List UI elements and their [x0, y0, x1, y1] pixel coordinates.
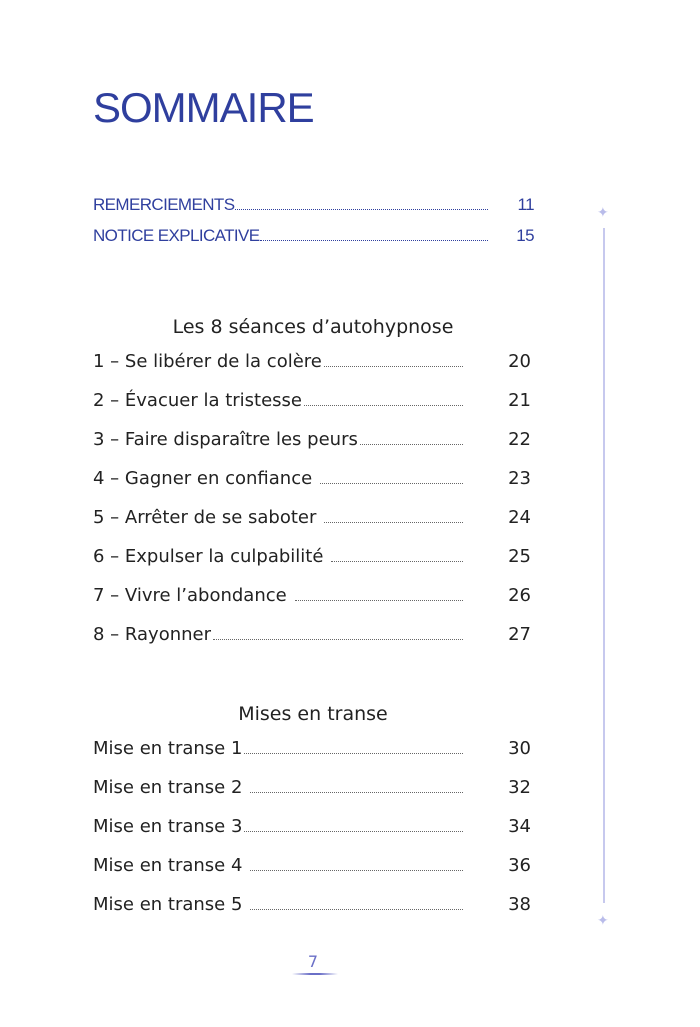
toc-entry-label: Mise en transe 4	[93, 855, 243, 876]
toc-entry-front[interactable]	[93, 195, 534, 215]
toc-entry[interactable]	[93, 855, 531, 876]
toc-entry-page: 20	[508, 351, 531, 372]
dot-leader	[304, 404, 463, 406]
toc-entry-page: 26	[508, 585, 531, 606]
dot-leader	[244, 830, 463, 832]
toc-entry-page: 22	[508, 429, 531, 450]
section-heading: Mises en transe	[238, 703, 388, 725]
toc-entry[interactable]	[93, 624, 531, 645]
toc-entry-label: 7 – Vivre l’abondance	[93, 585, 287, 606]
toc-entry-label: REMERCIEMENTS	[93, 195, 235, 214]
toc-entry-label: 4 – Gagner en confiance	[93, 468, 313, 489]
toc-entry-label: 2 – Évacuer la tristesse	[93, 390, 303, 411]
toc-entry-page: 23	[508, 468, 531, 489]
dot-leader	[250, 791, 463, 793]
dot-leader	[324, 365, 463, 367]
dot-leader	[295, 599, 463, 601]
toc-entry[interactable]	[93, 546, 531, 567]
toc-entry[interactable]	[93, 507, 531, 528]
dot-leader	[250, 869, 463, 871]
dot-leader	[260, 239, 488, 241]
toc-entry-page: 21	[508, 390, 531, 411]
toc-entry-label: Mise en transe 5	[93, 894, 243, 915]
toc-entry-page: 24	[508, 507, 531, 528]
toc-entry[interactable]	[93, 738, 531, 759]
toc-entry[interactable]	[93, 585, 531, 606]
toc-entry-page: 15	[516, 226, 534, 245]
toc-entry-label: Mise en transe 1	[93, 738, 243, 759]
toc-entry[interactable]	[93, 468, 531, 489]
dot-leader	[324, 521, 463, 523]
toc-entry-label: 1 – Se libérer de la colère	[93, 351, 322, 372]
toc-entry-label: 5 – Arrêter de se saboter	[93, 507, 317, 528]
toc-entry[interactable]	[93, 351, 531, 372]
toc-entry-label: 8 – Rayonner	[93, 624, 211, 645]
toc-entry-front[interactable]	[93, 226, 534, 246]
toc-entry-label: 6 – Expulser la culpabilité	[93, 546, 324, 567]
toc-entry[interactable]	[93, 816, 531, 837]
star-icon: ✦	[597, 913, 609, 929]
dot-leader	[235, 208, 488, 210]
page-title: SOMMAIRE	[93, 84, 314, 131]
toc-entry-page: 32	[508, 777, 531, 798]
section-heading: Les 8 séances d’autohypnose	[172, 316, 454, 338]
decorative-vertical-rule	[603, 228, 605, 903]
toc-entry-page: 36	[508, 855, 531, 876]
dot-leader	[213, 638, 463, 640]
toc-entry-label: Mise en transe 3	[93, 816, 243, 837]
star-icon: ✦	[597, 205, 609, 221]
toc-entry[interactable]	[93, 390, 531, 411]
dot-leader	[244, 752, 463, 754]
toc-entry[interactable]	[93, 894, 531, 915]
toc-entry-page: 27	[508, 624, 531, 645]
toc-entry[interactable]	[93, 429, 531, 450]
dot-leader	[250, 908, 463, 910]
dot-leader	[360, 443, 463, 445]
toc-entry-page: 34	[508, 816, 531, 837]
toc-entry[interactable]	[93, 777, 531, 798]
toc-entry-label: 3 – Faire disparaître les peurs	[93, 429, 358, 450]
dot-leader	[331, 560, 463, 562]
dot-leader	[320, 482, 463, 484]
page-number-underline	[292, 973, 338, 975]
toc-entry-page: 25	[508, 546, 531, 567]
toc-entry-page: 30	[508, 738, 531, 759]
toc-entry-label: NOTICE EXPLICATIVE	[93, 226, 260, 245]
page-number: 7	[307, 952, 319, 971]
toc-entry-label: Mise en transe 2	[93, 777, 243, 798]
toc-entry-page: 38	[508, 894, 531, 915]
toc-entry-page: 11	[517, 195, 534, 214]
